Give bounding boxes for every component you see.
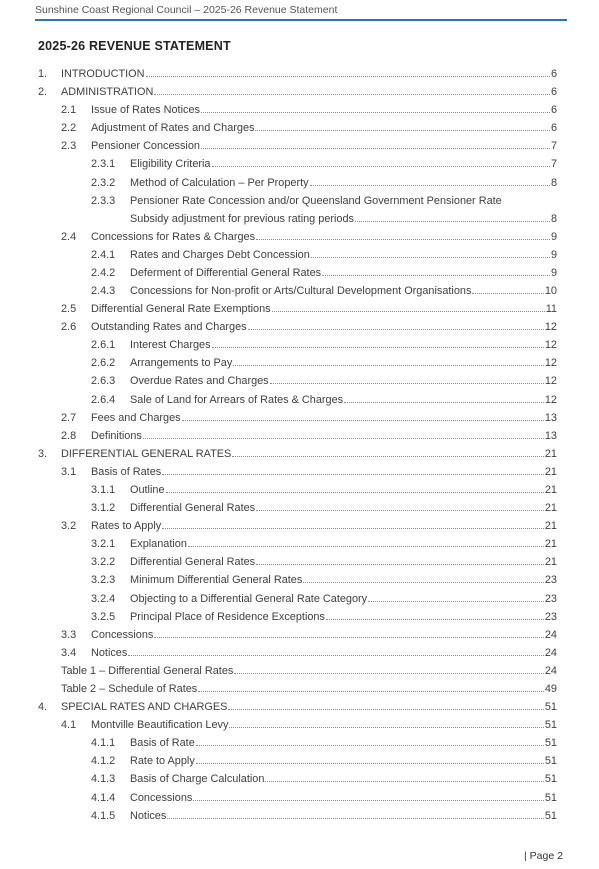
toc-entry-number: 2.6.3 — [91, 375, 116, 388]
toc-entry[interactable] — [0, 372, 599, 390]
dot-leader — [256, 510, 544, 511]
toc-entry-line — [130, 391, 557, 409]
toc-entry-page: 9 — [550, 266, 557, 279]
dot-leader — [248, 329, 544, 330]
toc-entry-number: 4. — [38, 701, 48, 714]
toc-entry[interactable] — [0, 300, 599, 318]
toc-entry-label: Outstanding Rates and Charges — [91, 321, 247, 334]
toc-entry-line — [91, 626, 557, 644]
toc-entry-label: INTRODUCTION — [61, 68, 145, 80]
toc-entry-line — [130, 282, 557, 300]
toc-entry-number: 2.4.3 — [91, 284, 116, 297]
toc-entry-line — [61, 662, 557, 680]
toc-entry-number: 3.2.4 — [91, 592, 116, 605]
toc-entry-line — [91, 644, 557, 662]
toc-entry-number: 3.2.5 — [91, 610, 116, 623]
toc-entry-page: 23 — [544, 574, 557, 587]
toc-entry-number: 2.7 — [61, 411, 77, 424]
toc-entry[interactable] — [0, 499, 599, 517]
toc-entry-line — [91, 101, 557, 119]
toc-entry[interactable] — [0, 83, 599, 101]
toc-entry[interactable] — [0, 427, 599, 445]
toc-entry-line — [91, 228, 557, 246]
toc-entry-page: 11 — [545, 303, 557, 316]
dot-leader — [265, 781, 543, 782]
dot-leader — [143, 438, 544, 439]
toc-entry-label: Concessions for Rates & Charges — [91, 230, 256, 243]
toc-entry-page: 12 — [544, 375, 557, 388]
toc-entry[interactable] — [0, 553, 599, 571]
toc-entry-page: 51 — [544, 809, 557, 822]
toc-entry-number: 2.6.4 — [91, 393, 116, 406]
toc-entry-label: Concessions — [91, 628, 154, 641]
toc-entry[interactable] — [0, 119, 599, 137]
dot-leader — [472, 293, 543, 294]
toc-entry-number: 3.1.2 — [91, 502, 116, 515]
toc-entry[interactable] — [0, 246, 599, 264]
toc-entry-line — [61, 83, 557, 101]
toc-entry-label: Notices — [130, 809, 167, 822]
toc-entry-line — [130, 336, 557, 354]
toc-entry-number: 4.1.1 — [91, 737, 116, 750]
dot-leader — [229, 727, 543, 728]
toc-entry[interactable] — [0, 155, 599, 173]
toc-entry-line — [61, 698, 557, 716]
dot-leader — [228, 709, 543, 710]
toc-entry-label: DIFFERENTIAL GENERAL RATES — [61, 447, 232, 460]
toc-entry[interactable] — [0, 101, 599, 119]
toc-entry-page: 24 — [544, 646, 557, 659]
toc-entry-page: 13 — [544, 429, 557, 442]
toc-entry-number: 2.3 — [61, 140, 77, 153]
toc-entry[interactable] — [0, 354, 599, 372]
toc-entry-number: 3.1 — [61, 465, 77, 478]
toc-entry-line — [130, 174, 557, 192]
toc-entry-page: 6 — [550, 86, 557, 99]
toc-entry-page: 7 — [550, 158, 557, 171]
toc-entry[interactable] — [0, 571, 599, 589]
toc-entry[interactable] — [0, 282, 599, 300]
toc-entry[interactable] — [0, 590, 599, 608]
toc-entry[interactable] — [0, 445, 599, 463]
toc-entry-label-line1: Pensioner Rate Concession and/or Queensland Government Pensioner Rate — [130, 194, 502, 207]
toc-entry[interactable] — [0, 318, 599, 336]
toc-entry-number: 3.2.1 — [91, 538, 116, 551]
toc-entry[interactable] — [0, 608, 599, 626]
toc-entry-page: 9 — [550, 248, 557, 261]
toc-entry-label: Adjustment of Rates and Charges — [91, 122, 255, 135]
dot-leader — [310, 185, 550, 186]
toc-entry[interactable] — [0, 228, 599, 246]
dot-leader — [303, 582, 544, 583]
toc-entry[interactable] — [0, 698, 599, 716]
toc-entry[interactable] — [0, 463, 599, 481]
toc-entry[interactable] — [0, 481, 599, 499]
toc-entry-number: 4.1.5 — [91, 809, 116, 822]
toc-entry-number: 3. — [38, 447, 48, 460]
toc-entry-line — [91, 137, 557, 155]
toc-entry-label: Subsidy adjustment for previous rating periods — [130, 212, 354, 225]
toc-entry-line — [130, 535, 557, 553]
toc-entry-line — [61, 65, 557, 83]
dot-leader — [270, 383, 544, 384]
toc-entry-label: Basis of Rates — [91, 465, 162, 478]
toc-entry-number: 2.4.1 — [91, 248, 116, 261]
toc-entry[interactable] — [0, 264, 599, 282]
toc-entry[interactable] — [0, 174, 599, 192]
toc-entry-number: 2.5 — [61, 303, 77, 316]
toc-entry-label: Basis of Rate — [130, 737, 195, 750]
toc-entry-number: 3.1.1 — [91, 483, 116, 496]
toc-entry-label: ADMINISTRATION — [61, 86, 154, 99]
toc-entry-page: 23 — [544, 592, 557, 605]
document-title: 2025-26 REVENUE STATEMENT — [38, 39, 231, 53]
dot-leader — [154, 637, 544, 638]
toc-entry-line — [130, 752, 557, 770]
toc-entry-number: 2.8 — [61, 429, 77, 442]
running-header: Sunshine Coast Regional Council – 2025-26 Revenue Statement — [35, 4, 567, 21]
toc-entry-page: 12 — [544, 357, 557, 370]
toc-entry-line — [91, 300, 557, 318]
toc-entry-label: Notices — [91, 646, 128, 659]
dot-leader — [193, 800, 544, 801]
toc-entry-page: 12 — [544, 393, 557, 406]
dot-leader — [162, 528, 544, 529]
toc-entry[interactable] — [0, 716, 599, 734]
dot-leader — [198, 691, 544, 692]
dot-leader — [233, 365, 544, 366]
toc-entry-page: 51 — [544, 791, 557, 804]
dot-leader — [232, 456, 544, 457]
toc-entry-page: 9 — [550, 230, 557, 243]
toc-entry-label: Explanation — [130, 538, 187, 551]
dot-leader — [234, 673, 544, 674]
toc-entry-number: 4.1.3 — [91, 773, 116, 786]
dot-leader — [196, 763, 544, 764]
dot-leader — [212, 347, 544, 348]
toc-entry-page: 51 — [544, 773, 557, 786]
toc-entry-number: 2. — [38, 86, 48, 99]
toc-entry[interactable] — [0, 662, 599, 680]
toc-entry-number: 2.4.2 — [91, 266, 116, 279]
toc-entry-number: 2.3.1 — [91, 158, 116, 171]
toc-entry-page: 6 — [550, 68, 557, 80]
toc-entry-label: Principal Place of Residence Exceptions — [130, 610, 325, 623]
toc-entry-label: Rates to Apply — [91, 520, 162, 533]
dot-leader — [256, 564, 544, 565]
toc-entry-number: 2.6 — [61, 321, 77, 334]
toc-entry-line — [130, 789, 557, 807]
toc-entry-line — [61, 680, 557, 698]
toc-entry-label: Overdue Rates and Charges — [130, 375, 269, 388]
dot-leader — [344, 402, 544, 403]
toc-entry-number: 3.2.2 — [91, 556, 116, 569]
toc-entry-label: Pensioner Concession — [91, 140, 200, 153]
toc-entry-number: 2.6.1 — [91, 339, 116, 352]
dot-leader — [196, 745, 544, 746]
toc-entry-label: Concessions for Non-profit or Arts/Cultural Development Organisations — [130, 284, 472, 297]
dot-leader — [256, 239, 550, 240]
toc-entry-line — [130, 210, 557, 228]
dot-leader — [166, 492, 544, 493]
toc-entry-page: 24 — [544, 628, 557, 641]
toc-entry-line — [130, 571, 557, 589]
toc-entry-line — [130, 590, 557, 608]
toc-entry-page: 8 — [550, 212, 557, 225]
toc-entry-line — [91, 463, 557, 481]
toc-entry-page: 21 — [544, 465, 557, 478]
toc-entry-number: 3.2 — [61, 520, 77, 533]
dot-leader — [154, 94, 550, 95]
toc-entry-number: 3.3 — [61, 628, 77, 641]
toc-entry-label: Method of Calculation – Per Property — [130, 176, 309, 189]
toc-entry-label: Eligibility Criteria — [130, 158, 211, 171]
toc-entry-label: Rate to Apply — [130, 755, 195, 768]
toc-entry[interactable] — [0, 391, 599, 409]
toc-entry-number: 3.4 — [61, 646, 77, 659]
toc-entry-number: 2.6.2 — [91, 357, 116, 370]
dot-leader — [146, 76, 550, 77]
toc-entry-page: 21 — [544, 556, 557, 569]
toc-entry-number: 4.1 — [61, 719, 77, 732]
toc-entry-line — [91, 409, 557, 427]
toc-entry-label: Fees and Charges — [91, 411, 181, 424]
dot-leader — [212, 166, 550, 167]
dot-leader — [311, 257, 550, 258]
toc-entry-number: 4.1.4 — [91, 791, 116, 804]
dot-leader — [272, 311, 545, 312]
toc-entry-page: 12 — [544, 339, 557, 352]
toc-entry-label: Table 2 – Schedule of Rates — [61, 683, 198, 695]
toc-entry-line — [130, 553, 557, 571]
toc-entry-label: Interest Charges — [130, 339, 211, 352]
toc-entry-label: Minimum Differential General Rates — [130, 574, 303, 587]
toc-entry-number: 3.2.3 — [91, 574, 116, 587]
toc-entry-label: Outline — [130, 483, 165, 496]
toc-entry-page: 7 — [550, 140, 557, 153]
toc-entry-line — [91, 427, 557, 445]
dot-leader — [368, 601, 544, 602]
dot-leader — [201, 112, 550, 113]
toc-entry-label: Basis of Charge Calculation — [130, 773, 265, 786]
toc-entry-line — [130, 155, 557, 173]
toc-entry-page: 49 — [544, 683, 557, 695]
toc-entry-line — [130, 734, 557, 752]
toc-entry-page: 10 — [544, 284, 557, 297]
toc-entry-page: 21 — [544, 483, 557, 496]
toc-entry-line — [91, 517, 557, 535]
toc-entry[interactable] — [0, 734, 599, 752]
toc-entry-label: Concessions — [130, 791, 193, 804]
dot-leader — [188, 546, 544, 547]
toc-entry-line — [130, 807, 557, 825]
toc-entry-number: 1. — [38, 68, 48, 80]
dot-leader — [326, 619, 544, 620]
dot-leader — [182, 420, 544, 421]
toc-entry-label: Rates and Charges Debt Concession — [130, 248, 310, 261]
toc-entry-line — [130, 481, 557, 499]
toc-entry-line — [130, 608, 557, 626]
dot-leader — [162, 474, 544, 475]
toc-entry[interactable] — [0, 807, 599, 825]
toc-entry-page: 13 — [544, 411, 557, 424]
toc-entry-page: 21 — [544, 520, 557, 533]
toc-entry-page: 21 — [544, 538, 557, 551]
toc-entry[interactable] — [0, 535, 599, 553]
toc-entry-label: Table 1 – Differential General Rates — [61, 664, 234, 677]
toc-entry[interactable] — [0, 336, 599, 354]
toc-entry-line — [130, 264, 557, 282]
toc-entry-page: 21 — [544, 447, 557, 460]
toc-entry-page: 51 — [544, 755, 557, 768]
toc-entry-page: 24 — [544, 664, 557, 677]
toc-entry-number: 2.1 — [61, 104, 77, 117]
toc-entry-label: Differential General Rates — [130, 502, 256, 515]
toc-entry-number: 4.1.2 — [91, 755, 116, 768]
toc-entry[interactable] — [0, 517, 599, 535]
toc-entry-label: Differential General Rates — [130, 556, 256, 569]
table-of-contents — [0, 65, 599, 825]
toc-entry-line — [130, 499, 557, 517]
page-number: | Page 2 — [524, 850, 563, 862]
toc-entry-line — [91, 716, 557, 734]
toc-entry-label: Issue of Rates Notices — [91, 104, 200, 117]
toc-entry-page: 6 — [550, 104, 557, 117]
toc-entry-line — [91, 119, 557, 137]
dot-leader — [128, 655, 544, 656]
toc-entry[interactable] — [0, 680, 599, 698]
toc-entry[interactable] — [0, 626, 599, 644]
toc-entry-page: 51 — [544, 737, 557, 750]
toc-entry-label: SPECIAL RATES AND CHARGES — [61, 701, 228, 714]
toc-entry-label: Sale of Land for Arrears of Rates & Charges — [130, 393, 344, 406]
dot-leader — [167, 818, 544, 819]
dot-leader — [355, 221, 550, 222]
toc-entry-line — [130, 372, 557, 390]
toc-entry-line — [130, 770, 557, 788]
toc-entry-line — [91, 318, 557, 336]
toc-entry-label: Objecting to a Differential General Rate Category — [130, 592, 368, 605]
toc-entry-label: Differential General Rate Exemptions — [91, 303, 271, 316]
toc-entry-page: 8 — [550, 176, 557, 189]
toc-entry-page: 12 — [544, 321, 557, 334]
toc-entry[interactable] — [0, 409, 599, 427]
toc-entry[interactable] — [0, 789, 599, 807]
toc-entry-page: 51 — [544, 701, 557, 714]
toc-entry-page: 51 — [544, 719, 557, 732]
toc-entry-page: 6 — [550, 122, 557, 135]
dot-leader — [201, 148, 550, 149]
toc-entry[interactable] — [0, 644, 599, 662]
toc-entry-label: Montville Beautification Levy — [91, 719, 229, 732]
toc-entry-line — [61, 445, 557, 463]
toc-entry-page: 23 — [544, 610, 557, 623]
toc-entry-label: Definitions — [91, 429, 142, 442]
dot-leader — [255, 130, 549, 131]
toc-entry-label: Deferment of Differential General Rates — [130, 266, 322, 279]
toc-entry-page: 21 — [544, 502, 557, 515]
toc-entry[interactable] — [0, 137, 599, 155]
dot-leader — [322, 275, 550, 276]
toc-entry[interactable] — [0, 192, 599, 228]
toc-entry[interactable] — [0, 752, 599, 770]
toc-entry-number: 2.3.2 — [91, 176, 116, 189]
toc-entry-number: 2.3.3 — [91, 194, 116, 207]
toc-entry[interactable] — [0, 770, 599, 788]
toc-entry-line — [130, 246, 557, 264]
toc-entry-number: 2.4 — [61, 230, 77, 243]
toc-entry-line — [130, 354, 557, 372]
toc-entry-number: 2.2 — [61, 122, 77, 135]
toc-entry[interactable] — [0, 65, 599, 83]
toc-entry-label: Arrangements to Pay — [130, 357, 233, 370]
